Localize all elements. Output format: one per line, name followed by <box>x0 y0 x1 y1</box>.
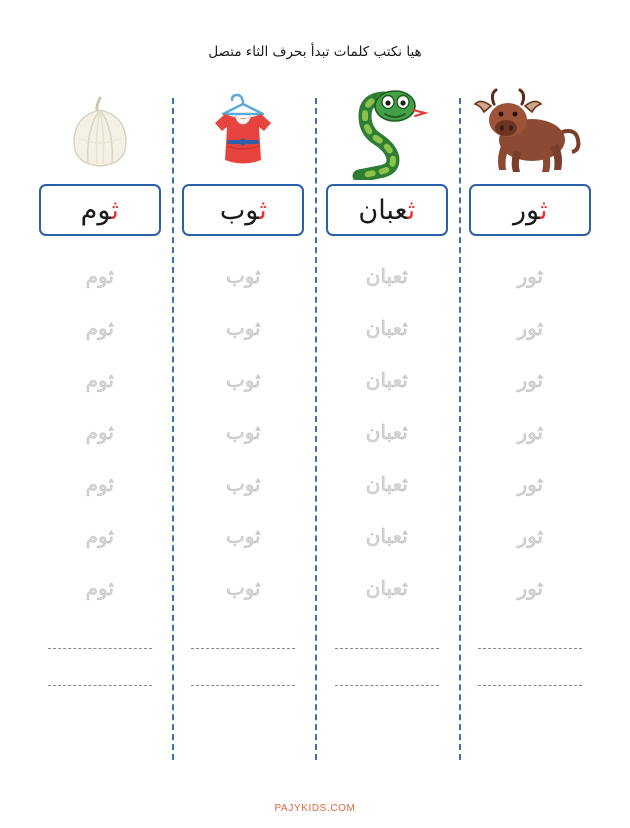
trace-word: ثعبان <box>365 264 408 288</box>
trace-row <box>226 510 261 562</box>
word-highlight-letter: ث <box>540 194 548 226</box>
trace-row <box>366 510 408 562</box>
trace-row <box>226 302 261 354</box>
trace-word: ثور <box>517 316 544 340</box>
word-column-snake <box>315 80 459 770</box>
word-highlight-letter: ث <box>259 194 267 226</box>
column-divider <box>172 98 174 760</box>
trace-row <box>226 458 261 510</box>
writing-line <box>335 685 439 686</box>
trace-word: ثوم <box>85 576 114 600</box>
trace-row <box>517 406 543 458</box>
trace-row <box>366 562 408 614</box>
trace-word: ثوم <box>85 264 114 288</box>
trace-list <box>48 250 152 686</box>
trace-word: ثوب <box>225 472 261 496</box>
trace-word: ثوم <box>85 524 114 548</box>
trace-row <box>226 406 261 458</box>
word-box <box>39 184 161 236</box>
word-column-bull <box>459 80 603 770</box>
trace-row <box>86 562 114 614</box>
writing-line <box>478 648 582 649</box>
trace-word: ثوم <box>85 316 114 340</box>
column-divider <box>459 98 461 760</box>
trace-row <box>366 406 408 458</box>
trace-word: ثور <box>517 264 544 288</box>
trace-word: ثور <box>517 576 544 600</box>
word-box <box>326 184 448 236</box>
trace-word: ثعبان <box>365 420 408 444</box>
trace-word: ثوب <box>225 420 261 444</box>
writing-line <box>191 648 295 649</box>
word-rest: وب <box>219 194 260 226</box>
trace-row <box>86 302 114 354</box>
writing-line <box>335 648 439 649</box>
trace-row <box>86 406 114 458</box>
page-title: هيا نكتب كلمات تبدأ بحرف الثاء متصل <box>208 44 422 60</box>
trace-row <box>226 562 261 614</box>
worksheet-columns <box>28 80 602 770</box>
column-divider <box>315 98 317 760</box>
word-text <box>358 194 416 226</box>
trace-row <box>517 562 543 614</box>
trace-row <box>366 250 408 302</box>
word-text <box>513 194 548 226</box>
trace-row <box>86 458 114 510</box>
footer-brand: PAJYKIDS.COM <box>274 803 356 814</box>
trace-word: ثعبان <box>365 576 408 600</box>
trace-list <box>335 250 439 686</box>
trace-row <box>86 354 114 406</box>
snake-illustration <box>322 82 452 180</box>
trace-word: ثعبان <box>365 368 408 392</box>
trace-word: ثوب <box>225 368 261 392</box>
trace-row <box>517 302 543 354</box>
trace-row <box>86 510 114 562</box>
trace-row <box>517 510 543 562</box>
trace-row <box>517 354 543 406</box>
trace-word: ثوم <box>85 368 114 392</box>
dress-illustration <box>178 82 308 180</box>
trace-word: ثور <box>517 368 544 392</box>
trace-row <box>366 354 408 406</box>
word-text <box>80 194 119 226</box>
trace-word: ثوم <box>85 472 114 496</box>
word-highlight-letter: ث <box>407 194 416 226</box>
trace-word: ثوب <box>225 264 261 288</box>
writing-line <box>48 648 152 649</box>
trace-word: ثوب <box>225 524 261 548</box>
writing-line <box>48 685 152 686</box>
trace-word: ثعبان <box>365 524 408 548</box>
trace-word: ثعبان <box>365 316 408 340</box>
trace-word: ثوم <box>85 420 114 444</box>
word-rest: وم <box>80 194 112 226</box>
trace-word: ثعبان <box>365 472 408 496</box>
word-rest: عبان <box>358 194 408 226</box>
word-text <box>219 194 267 226</box>
trace-word: ثور <box>517 524 544 548</box>
trace-row <box>226 354 261 406</box>
word-highlight-letter: ث <box>111 194 119 226</box>
trace-word: ثور <box>517 420 544 444</box>
word-box <box>469 184 591 236</box>
trace-word: ثور <box>517 472 544 496</box>
trace-list <box>191 250 295 686</box>
word-column-dress <box>172 80 316 770</box>
trace-row <box>226 250 261 302</box>
trace-row <box>366 302 408 354</box>
word-rest: ور <box>513 194 540 226</box>
trace-word: ثوب <box>225 576 261 600</box>
writing-line <box>478 685 582 686</box>
trace-word: ثوب <box>225 316 261 340</box>
writing-line <box>191 685 295 686</box>
word-column-garlic <box>28 80 172 770</box>
garlic-illustration <box>35 82 165 180</box>
trace-row <box>366 458 408 510</box>
trace-row <box>86 250 114 302</box>
trace-row <box>517 458 543 510</box>
bull-illustration <box>465 82 595 180</box>
trace-list <box>478 250 582 686</box>
trace-row <box>517 250 543 302</box>
word-box <box>182 184 304 236</box>
